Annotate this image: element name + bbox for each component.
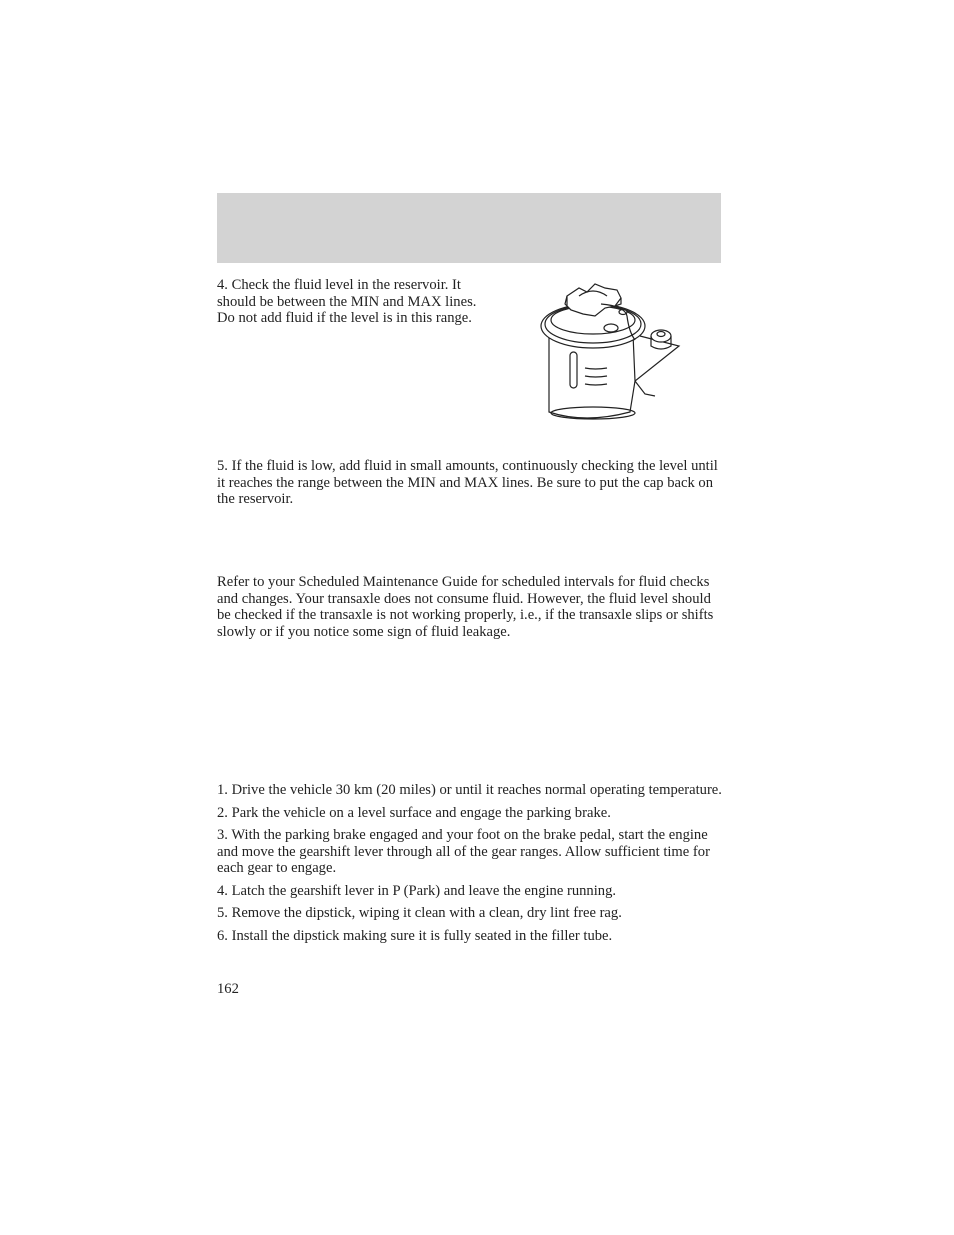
list-item: 3. With the parking brake engaged and your foot on the brake pedal, start the engine and move the gearshift lever through all of the gear ranges. Allow sufficient time for each gear to engage. — [217, 827, 710, 876]
list-item: 1. Drive the vehicle 30 km (20 miles) or until it reaches normal operating temperature. — [217, 782, 722, 798]
page-number: 162 — [217, 981, 239, 997]
list-item: 4. Latch the gearshift lever in P (Park) and leave the engine running. — [217, 882, 617, 899]
section-header-band — [217, 193, 721, 263]
maintenance-paragraph: Refer to your Scheduled Maintenance Guide for scheduled intervals for fluid checks and changes. Your transaxle does not consume fluid. However, the fluid level should be checked if the transaxle is not working properly, i.e., if the transaxle slips or shifts slowly or if you notice some sign of fluid leakage. — [217, 574, 714, 640]
step-5-text: 5. If the fluid is low, add fluid in small amounts, continuously checking the level until it reaches the range between the MIN and MAX lines. Be sure to put the cap back on the reservoir. — [217, 458, 718, 507]
list-item: 5. Remove the dipstick, wiping it clean with a clean, dry lint free rag. — [217, 905, 622, 921]
list-item: 6. Install the dipstick making sure it is fully seated in the filler tube. — [217, 927, 613, 944]
check-procedure-list — [217, 782, 727, 950]
fluid-reservoir-illustration — [535, 276, 685, 426]
list-item: 2. Park the vehicle on a level surface and engage the parking brake. — [217, 804, 611, 821]
step-4-text: 4. Check the fluid level in the reservoir. It should be between the MIN and MAX lines. Do not add fluid if the level is in this range. — [217, 277, 477, 326]
